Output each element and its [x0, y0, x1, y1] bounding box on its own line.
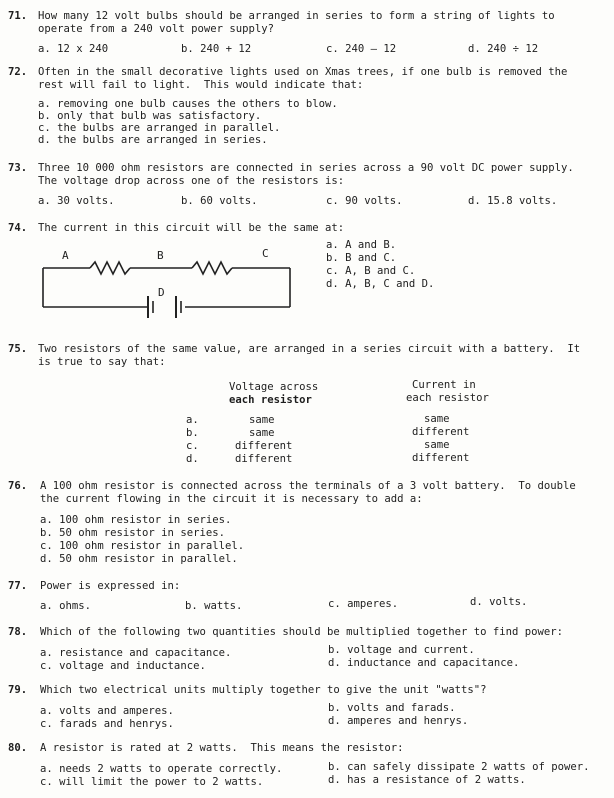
question-text: operate from a 240 volt power supply?: [38, 23, 274, 35]
table-header-voltage: Voltage across: [229, 381, 319, 393]
option-d: d. volts.: [470, 596, 528, 608]
option-c: c. amperes.: [328, 598, 399, 610]
option-d: d. A, B, C and D.: [326, 278, 435, 290]
option-c: c. A, B and C.: [326, 265, 416, 277]
table-row-letter: b.: [186, 427, 199, 439]
option-b: b. 50 ohm resistor in series.: [40, 527, 225, 539]
question-text: rest will fail to light. This would indicate that:: [38, 79, 364, 91]
option-b: b. only that bulb was satisfactory.: [38, 110, 262, 122]
table-cell-voltage: same: [249, 427, 275, 439]
circuit-label-a: A: [62, 249, 69, 262]
table-header-current: each resistor: [406, 392, 489, 404]
circuit-label-c: C: [262, 247, 269, 260]
option-c: c. 90 volts.: [326, 195, 403, 207]
option-d: d. inductance and capacitance.: [328, 657, 520, 669]
question-number: 72.: [8, 66, 28, 78]
option-c: c. voltage and inductance.: [40, 660, 206, 672]
question-text: A 100 ohm resistor is connected across the terminals of a 3 volt battery. To double: [40, 480, 576, 492]
option-b: b. can safely dissipate 2 watts of power.: [328, 761, 590, 773]
option-b: b. 240 + 12: [181, 43, 252, 55]
question-text: is true to say that:: [38, 356, 166, 368]
question-text: The current in this circuit will be the same at:: [38, 222, 345, 234]
question-text: Two resistors of the same value, are arranged in a series circuit with a battery. It: [38, 343, 581, 355]
question-number: 80.: [8, 742, 28, 754]
question-number: 71.: [8, 10, 28, 22]
question-number: 75.: [8, 343, 28, 355]
table-header-voltage: each resistor: [229, 394, 312, 406]
question-text: How many 12 volt bulbs should be arranged in series to form a string of lights to: [38, 10, 555, 22]
question-text: Power is expressed in:: [40, 580, 181, 592]
option-a: a. resistance and capacitance.: [40, 647, 232, 659]
question-number: 78.: [8, 626, 28, 638]
option-d: d. has a resistance of 2 watts.: [328, 774, 526, 786]
option-c: c. farads and henrys.: [40, 718, 174, 730]
question-number: 74.: [8, 222, 28, 234]
option-b: b. watts.: [185, 600, 243, 612]
table-cell-current: different: [412, 426, 470, 438]
option-d: d. 50 ohm resistor in parallel.: [40, 553, 238, 565]
table-cell-current: different: [412, 452, 470, 464]
question-number: 73.: [8, 162, 28, 174]
table-header-current: Current in: [412, 379, 476, 391]
question-number: 77.: [8, 580, 28, 592]
option-a: a. 30 volts.: [38, 195, 115, 207]
option-b: b. B and C.: [326, 252, 397, 264]
option-a: a. 100 ohm resistor in series.: [40, 514, 232, 526]
circuit-label-b: B: [157, 249, 164, 262]
option-b: b. voltage and current.: [328, 644, 475, 656]
question-text: Which two electrical units multiply together to give the unit "watts"?: [40, 684, 487, 696]
option-d: d. 15.8 volts.: [468, 195, 558, 207]
question-text: Three 10 000 ohm resistors are connected in series across a 90 volt DC power supply.: [38, 162, 574, 174]
table-row-letter: a.: [186, 414, 199, 426]
question-text: The voltage drop across one of the resistors is:: [38, 175, 345, 187]
question-text: Often in the small decorative lights used on Xmas trees, if one bulb is removed the: [38, 66, 568, 78]
table-cell-current: same: [424, 413, 450, 425]
table-cell-current: same: [424, 439, 450, 451]
question-number: 79.: [8, 684, 28, 696]
question-text: A resistor is rated at 2 watts. This means the resistor:: [40, 742, 404, 754]
option-d: d. the bulbs are arranged in series.: [38, 134, 268, 146]
question-number: 76.: [8, 480, 28, 492]
option-d: d. amperes and henrys.: [328, 715, 469, 727]
option-d: d. 240 ÷ 12: [468, 43, 539, 55]
option-c: c. the bulbs are arranged in parallel.: [38, 122, 281, 134]
option-b: b. volts and farads.: [328, 702, 456, 714]
option-a: a. removing one bulb causes the others to blow.: [38, 98, 338, 110]
table-row-letter: d.: [186, 453, 199, 465]
table-row-letter: c.: [186, 440, 199, 452]
option-a: a. needs 2 watts to operate correctly.: [40, 763, 283, 775]
option-c: c. will limit the power to 2 watts.: [40, 776, 264, 788]
circuit-label-d: D: [158, 286, 165, 299]
option-a: a. ohms.: [40, 600, 92, 612]
option-a: a. 12 x 240: [38, 43, 109, 55]
option-a: a. A and B.: [326, 239, 397, 251]
table-cell-voltage: different: [235, 453, 293, 465]
option-c: c. 240 — 12: [326, 43, 397, 55]
question-text: Which of the following two quantities should be multiplied together to find power:: [40, 626, 563, 638]
option-c: c. 100 ohm resistor in parallel.: [40, 540, 245, 552]
option-a: a. volts and amperes.: [40, 705, 174, 717]
table-cell-voltage: different: [235, 440, 293, 452]
table-cell-voltage: same: [249, 414, 275, 426]
question-text: the current flowing in the circuit it is necessary to add a:: [40, 493, 423, 505]
option-b: b. 60 volts.: [181, 195, 258, 207]
